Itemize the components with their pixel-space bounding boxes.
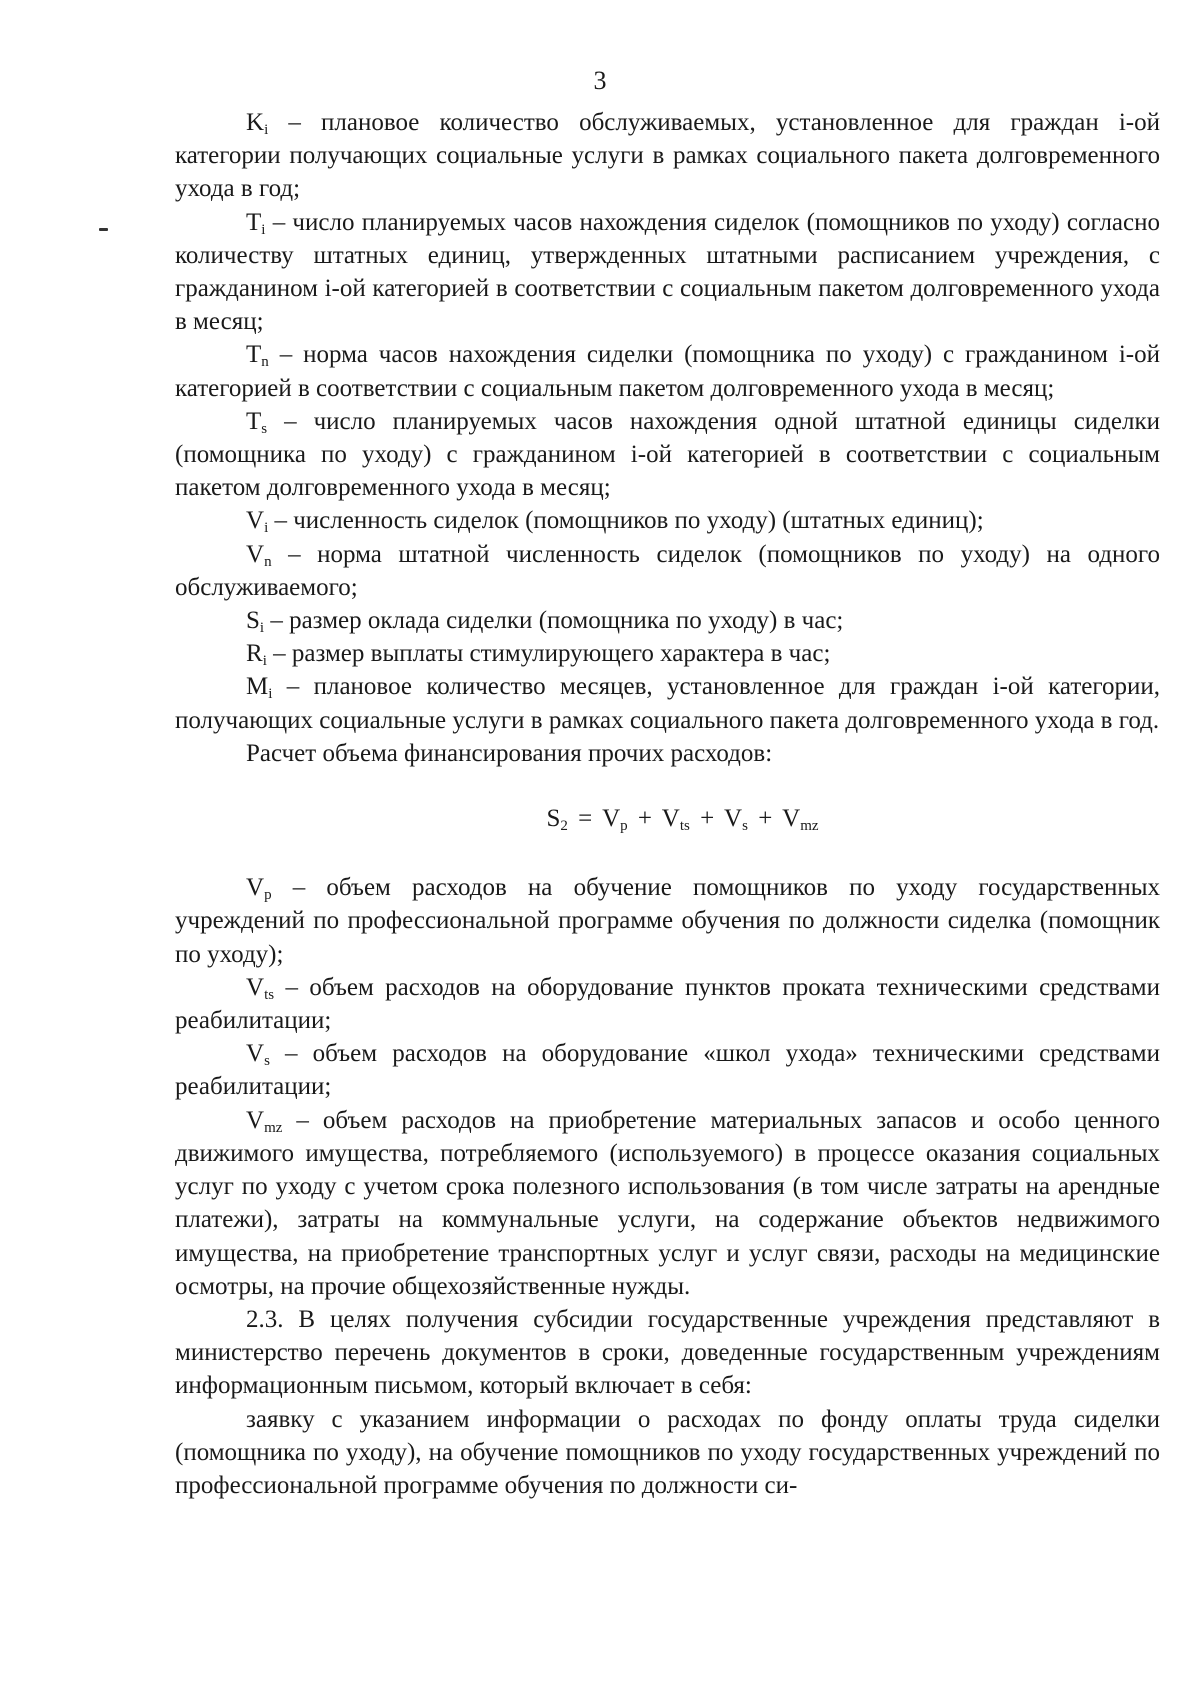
calculation-intro: Расчет объема финансирования прочих расходов: [246,739,773,767]
formula-s2 [175,802,1160,835]
formula-plus: + [758,805,773,833]
formula-term-vts: $V_{ts}$ [661,805,690,835]
definition-t-i: $T_i$ – число планируемых часов нахождения сиделок (помощников по уходу) согласно количеству штатных единиц, утвержденных штатными расписанием учреждения, с гражданином i-ой категорией в соответствии с социальным пакетом долговременного ухода в месяц; [175,208,1160,336]
margin-mark [99,228,108,231]
formula-lhs: $S_2$ [546,805,568,835]
section-2-3: 2.3. В целях получения субсидии государственные учреждения представляют в министерство перечень документов в сроки, доведенные государственным учреждениям информационным письмом, который включает в себя: [175,1305,1160,1400]
application-paragraph: заявку с указанием информации о расходах по фонду оплаты труда сиделки (помощника по уходу), на обучение помощников по уходу государственных учреждений по профессиональной программе обучения по должности си- [175,1405,1160,1499]
definition-v-i: $V_i$ – численность сиделок (помощников по уходу) (штатных единиц); [246,507,984,537]
definition-t-s: $T_s$ – число планируемых часов нахождения одной штатной единицы сиделки (помощника по уходу) с гражданином i-ой категорией в соответствии с социальным пакетом долговременного ухода в месяц; [175,407,1160,502]
definition-r-i: $R_i$ – размер выплаты стимулирующего характера в час; [246,640,831,670]
definition-v-s: $V_s$ – объем расходов на оборудование «школ ухода» техническими средствами реабилитации; [175,1040,1160,1101]
page-number: 3 [593,66,607,95]
definition-v-n: $V_n$ – норма штатной численность сиделок (помощников по уходу) на одного обслуживаемого; [175,540,1160,601]
formula-plus: + [637,805,652,833]
formula-term-vmz: $V_{mz}$ [782,805,819,835]
definition-m-i: $M_i$ – плановое количество месяцев, установленное для граждан i-ой категории, получающих социальные услуги в рамках социального пакета долговременного ухода в год. [175,673,1160,734]
formula-term-vp: $V_p$ [602,805,628,835]
definition-s-i: $S_i$ – размер оклада сиделки (помощника по уходу) в час; [246,607,844,637]
formula-equals: = [578,805,593,833]
definition-v-ts: $V_{ts}$ – объем расходов на оборудование пунктов проката техническими средствами реабилитации; [175,973,1160,1035]
formula-term-vs: $V_s$ [724,805,748,835]
formula-plus: + [700,805,715,833]
definition-k-i: $K_i$ – плановое количество обслуживаемых, установленное для граждан i-ой категории получающих социальные услуги в рамках социального пакета долговременного ухода в год; [175,109,1160,203]
definition-v-mz: $V_{mz}$ – объем расходов на приобретение материальных запасов и особо ценного движимого имущества, потребляемого (используемого) в процессе оказания социальных услуг по уходу с учетом срока полезного использования (в том числе затраты на арендные платежи), затраты на коммунальные услуги, на содержание объектов недвижимого имущества, на приобретение транспортных услуг и услуг связи, расходы на медицинские осмотры, на прочие общехозяйственные нужды. [175,1106,1160,1300]
definition-v-p: $V_p$ – объем расходов на обучение помощников по уходу государственных учреждений по профессиональной программе обучения по должности сиделка (помощник по уходу); [175,874,1160,968]
definition-t-n: $T_n$ – норма часов нахождения сиделки (помощника по уходу) с гражданином i-ой категорией в соответствии с социальным пакетом долговременного ухода в месяц; [175,341,1160,402]
document-body [175,106,1160,1502]
